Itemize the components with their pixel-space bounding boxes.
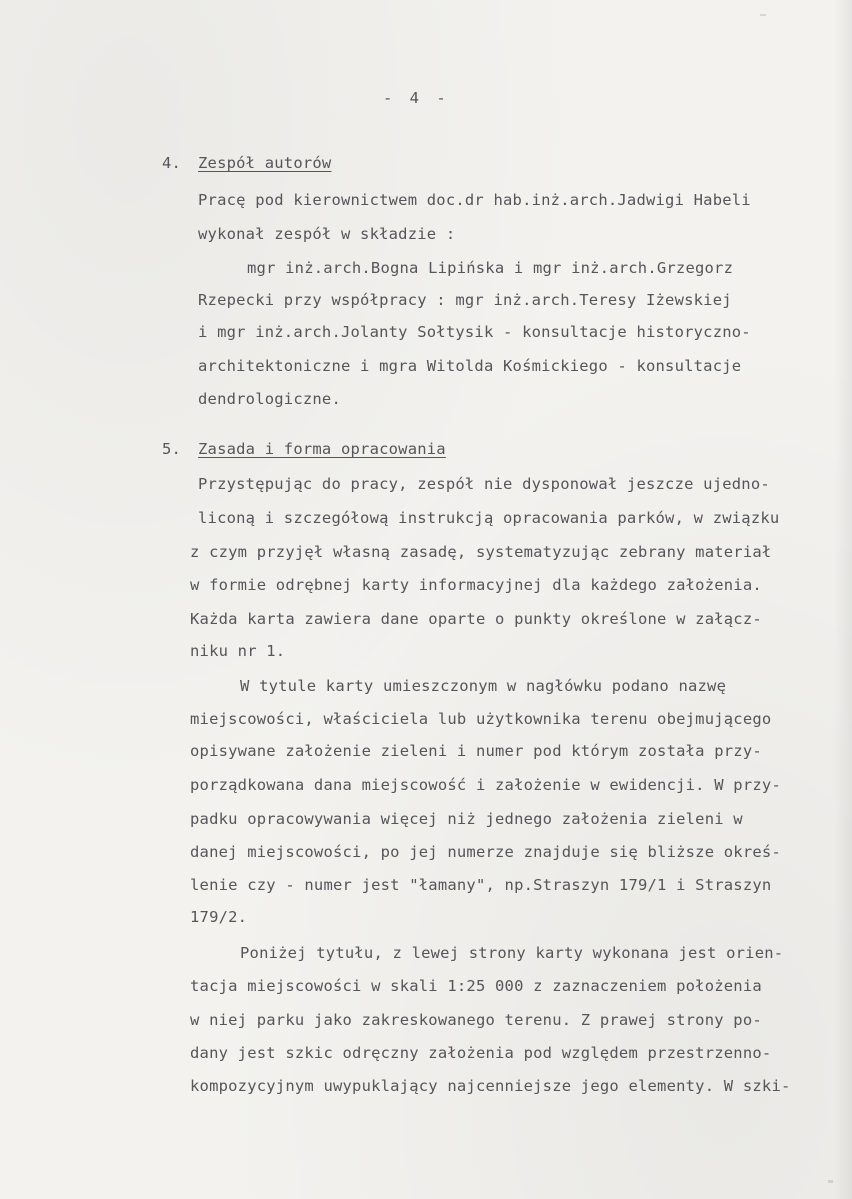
- section-4-line: architektoniczne i mgra Witolda Kośmickiego - konsultacje: [198, 357, 742, 375]
- section-5-line: lenie czy - numer jest "łamany", np.Straszyn 179/1 i Straszyn: [190, 876, 772, 894]
- section-5-line: niku nr 1.: [190, 642, 286, 660]
- section-5-line: kompozycyjnym uwypuklający najcenniejsze jego elementy. W szki-: [190, 1077, 791, 1095]
- section-4-line: Pracę pod kierownictwem doc.dr hab.inż.arch.Jadwigi Habeli: [198, 191, 751, 209]
- scan-edge-shadow: [834, 0, 852, 1199]
- section-5-number: 5.: [162, 440, 182, 458]
- section-4-line: Rzepecki przy współpracy : mgr inż.arch.Teresy Iżewskiej: [198, 291, 732, 309]
- section-5-line: padku opracowywania więcej niż jednego założenia zieleni w: [190, 810, 743, 828]
- scan-speck: [828, 1180, 833, 1183]
- section-5-line: Każda karta zawiera dane oparte o punkty określone w załącz-: [190, 610, 762, 628]
- section-5-line: z czym przyjęł własną zasadę, systematyzując zebrany materiał: [190, 543, 772, 561]
- section-5-line: dany jest szkic odręczny założenia pod względem przestrzenno-: [190, 1044, 772, 1062]
- section-4-number: 4.: [162, 154, 182, 172]
- page-number: - 4 -: [383, 89, 450, 107]
- scan-speck: [760, 14, 766, 16]
- section-4-line: mgr inż.arch.Bogna Lipińska i mgr inż.arch.Grzegorz: [247, 259, 734, 277]
- section-5-line: w formie odrębnej karty informacyjnej dla każdego założenia.: [190, 576, 762, 594]
- section-5-line: opisywane założenie zieleni i numer pod którym została przy-: [190, 742, 762, 760]
- section-4-line: wykonał zespół w składzie :: [198, 225, 456, 243]
- section-5-line: miejscowości, właściciela lub użytkownika terenu obejmującego: [190, 710, 772, 728]
- section-4-line: i mgr inż.arch.Jolanty Sołtysik - konsultacje historyczno-: [198, 323, 751, 341]
- section-5-line: tacja miejscowości w skali 1:25 000 z zaznaczeniem położenia: [190, 977, 762, 995]
- section-5-line: W tytule karty umieszczonym w nagłówku podano nazwę: [240, 677, 727, 695]
- section-5-line: porządkowana dana miejscowość i założenie w ewidencji. W przy-: [190, 776, 781, 794]
- section-5-line: Poniżej tytułu, z lewej strony karty wykonana jest orien-: [240, 944, 784, 962]
- section-4-heading: Zespół autorów: [198, 154, 332, 172]
- section-5-heading: Zasada i forma opracowania: [198, 440, 446, 458]
- section-5-line: Przystępując do pracy, zespół nie dysponował jeszcze ujedno-: [198, 475, 770, 493]
- section-5-line: 179/2.: [190, 908, 248, 926]
- section-5-line: liconą i szczegółową instrukcją opracowania parków, w związku: [198, 509, 780, 527]
- section-4-line: dendrologiczne.: [198, 390, 341, 408]
- section-5-line: danej miejscowości, po jej numerze znajduje się bliższe okreś-: [190, 843, 781, 861]
- section-5-line: w niej parku jako zakreskowanego terenu. Z prawej strony po-: [190, 1011, 762, 1029]
